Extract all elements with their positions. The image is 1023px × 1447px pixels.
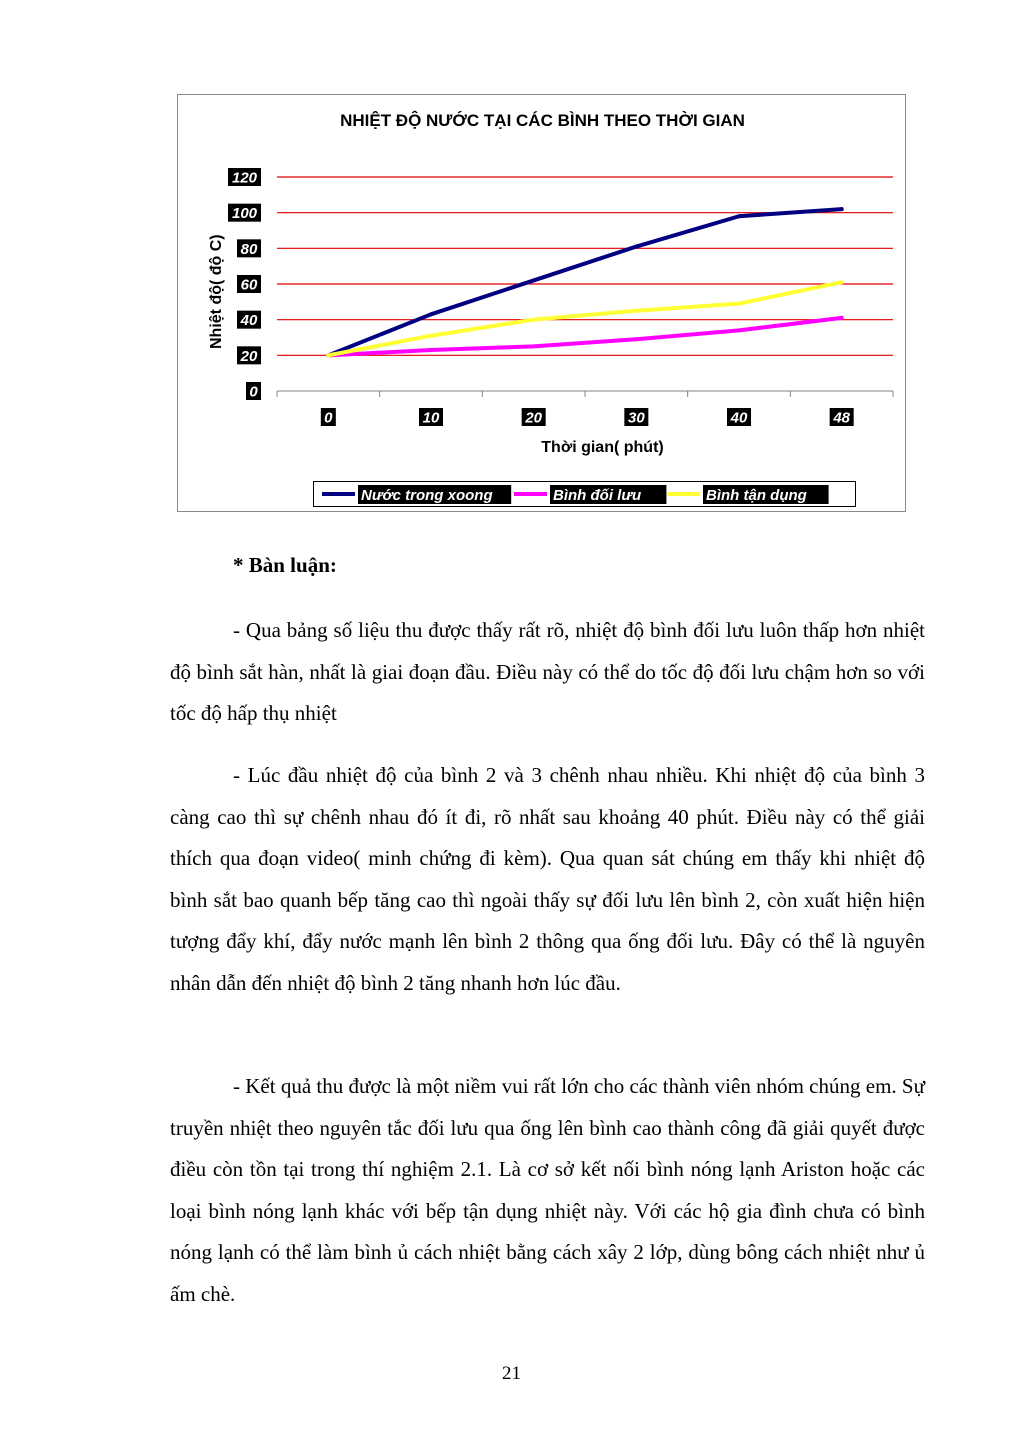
chart-plot bbox=[178, 95, 907, 513]
legend-items bbox=[314, 482, 857, 508]
discussion-paragraph-3: - Kết quả thu được là một niềm vui rất lớn cho các thành viên nhóm chúng em. Sự truyền nhiệt theo nguyên tắc đối lưu qua ống lên bình cao thành công đã giải quyết được điều còn tồn tại trong thí nghiệm 2.1. Là cơ sở kết nối bình nóng lạnh Ariston hoặc các loại bình nóng lạnh khác với bếp tận dụng nhiệt này. Với các hộ gia đình chưa có bình nóng lạnh có thể làm bình ủ cách nhiệt bằng cách xây 2 lớp, dùng bông cách nhiệt như ủ ấm chè. bbox=[170, 1074, 925, 1306]
series-2-point bbox=[429, 348, 433, 352]
series-3-point bbox=[429, 334, 433, 338]
series-3-point bbox=[634, 309, 638, 313]
series-3-point bbox=[326, 353, 330, 357]
x-tick-label-10: 10 bbox=[422, 409, 440, 427]
x-tick-label-40: 40 bbox=[730, 409, 748, 427]
x-tick-label-0: 0 bbox=[324, 409, 333, 427]
discussion-paragraph-2: - Lúc đầu nhiệt độ của bình 2 và 3 chênh nhau nhiều. Khi nhiệt độ của bình 3 càng cao thì sự chênh nhau đó ít đi, rõ nhất sau khoảng 40 phút. Điều này có thể giải thích qua đoạn video( minh chứng đi kèm). Qua quan sát chúng em thấy khi nhiệt độ bình sắt bao quanh bếp tăng cao thì ngoài thấy sự đối lưu lên bình 2, còn xuất hiện hiện tượng đẩy khí, đẩy nước mạnh lên bình 2 thông qua ống đối lưu. Đây có thể là nguyên nhân dẫn đến nhiệt độ bình 2 tăng nhanh hơn lúc đầu. bbox=[170, 763, 925, 995]
series-2-point bbox=[737, 328, 741, 332]
series-2-point bbox=[634, 337, 638, 341]
chart-panel bbox=[177, 94, 906, 512]
x-tick-label-48: 48 bbox=[833, 409, 851, 427]
y-tick-label-60: 60 bbox=[240, 276, 258, 294]
chart-legend bbox=[313, 481, 856, 507]
series-1-point bbox=[840, 207, 844, 211]
discussion-paragraph-1: - Qua bảng số liệu thu được thấy rất rõ, nhiệt độ bình đối lưu luôn thấp hơn nhiệt độ bình sắt hàn, nhất là giai đoạn đầu. Điều này có thể do tốc độ đối lưu chậm hơn so với tốc độ hấp thụ nhiệt bbox=[170, 618, 925, 726]
y-tick-label-0: 0 bbox=[249, 383, 258, 401]
discussion-heading: * Bàn luận: bbox=[233, 553, 337, 577]
legend-label-1: Nước trong xoong bbox=[361, 487, 493, 504]
y-tick-label-20: 20 bbox=[240, 347, 258, 365]
series-3-point bbox=[737, 302, 741, 306]
series-line-1 bbox=[328, 209, 841, 355]
page-number: 21 bbox=[502, 1363, 521, 1384]
series-1-point bbox=[634, 245, 638, 249]
series-1-point bbox=[737, 214, 741, 218]
x-tick-label-30: 30 bbox=[627, 409, 645, 427]
chart-title: NHIỆT ĐỘ NƯỚC TẠI CÁC BÌNH THEO THỜI GIAN bbox=[340, 111, 745, 130]
legend-label-2: Bình đối lưu bbox=[553, 487, 642, 504]
x-axis-title: Thời gian( phút) bbox=[541, 439, 664, 456]
series-1-point bbox=[429, 312, 433, 316]
y-axis-title: Nhiệt độ( độ C) bbox=[208, 234, 225, 349]
x-tick-label-20: 20 bbox=[525, 409, 543, 427]
y-tick-label-40: 40 bbox=[240, 312, 258, 330]
series-3-point bbox=[840, 280, 844, 284]
series-2-point bbox=[840, 316, 844, 320]
legend-label-3: Bình tận dụng bbox=[706, 487, 807, 504]
series-3-point bbox=[532, 318, 536, 322]
y-tick-label-80: 80 bbox=[240, 240, 258, 258]
series-2-point bbox=[532, 344, 536, 348]
series-1-point bbox=[532, 278, 536, 282]
y-tick-label-120: 120 bbox=[231, 169, 258, 187]
y-tick-label-100: 100 bbox=[231, 205, 258, 223]
